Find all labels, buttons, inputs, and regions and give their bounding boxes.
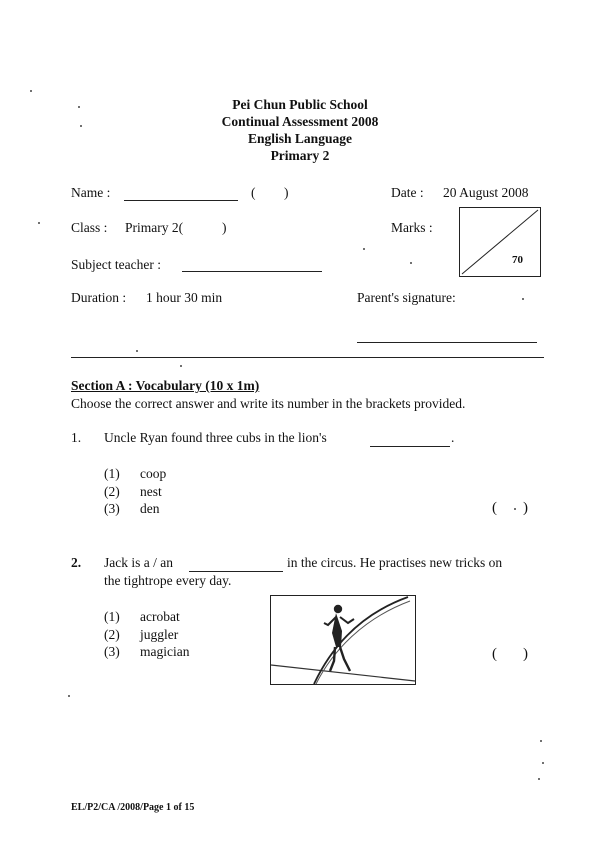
name-paren-close: ) bbox=[284, 185, 289, 200]
question-1-text: Uncle Ryan found three cubs in the lion's bbox=[104, 430, 327, 445]
option-label: nest bbox=[140, 483, 162, 499]
question-1-blank[interactable] bbox=[370, 446, 450, 447]
school-name: Pei Chun Public School bbox=[232, 97, 368, 112]
list-item[interactable] bbox=[104, 626, 189, 644]
scan-speck bbox=[180, 365, 182, 367]
option-number: (3) bbox=[104, 501, 120, 516]
marks-label: Marks : bbox=[391, 220, 433, 235]
question-1-period: . bbox=[451, 430, 455, 445]
option-number: (1) bbox=[104, 609, 120, 624]
name-paren-open: ( bbox=[251, 185, 256, 200]
question-1-answer-bracket[interactable] bbox=[492, 500, 528, 517]
class-label: Class : bbox=[71, 220, 108, 235]
option-label: juggler bbox=[140, 626, 179, 642]
question-1-options bbox=[104, 465, 166, 518]
name-field[interactable] bbox=[124, 200, 238, 201]
option-number: (2) bbox=[104, 483, 120, 499]
document-header bbox=[0, 96, 600, 164]
section-instruction: Choose the correct answer and write its number in the brackets provided. bbox=[71, 396, 466, 411]
scan-speck bbox=[68, 695, 70, 697]
answer-close: ) bbox=[523, 500, 528, 516]
option-label: den bbox=[140, 501, 160, 516]
question-2-text-start: Jack is a / an bbox=[104, 555, 173, 570]
option-number: (2) bbox=[104, 626, 120, 642]
question-2-answer-bracket[interactable] bbox=[492, 646, 528, 663]
scan-speck bbox=[363, 248, 365, 250]
scan-speck bbox=[80, 125, 82, 127]
list-item[interactable] bbox=[104, 643, 189, 661]
scan-speck bbox=[410, 262, 412, 264]
scan-speck bbox=[136, 350, 138, 352]
duration-label: Duration : bbox=[71, 290, 127, 305]
scan-speck bbox=[78, 106, 80, 108]
option-number: (3) bbox=[104, 644, 120, 659]
class-value: Primary 2( bbox=[125, 220, 184, 235]
scan-speck bbox=[538, 778, 540, 780]
header-divider bbox=[71, 357, 544, 358]
question-2-options bbox=[104, 608, 189, 661]
marks-total: 70 bbox=[512, 254, 523, 266]
question-2-text-line2: the tightrope every day. bbox=[104, 573, 232, 588]
date-value: 20 August 2008 bbox=[443, 185, 529, 200]
scan-speck bbox=[514, 508, 516, 510]
list-item[interactable] bbox=[104, 500, 166, 518]
date-label: Date : bbox=[391, 185, 424, 200]
name-label: Name : bbox=[71, 185, 111, 200]
question-2-text-end: in the circus. He practises new tricks on bbox=[287, 555, 503, 570]
question-2-blank[interactable] bbox=[189, 571, 283, 572]
option-label: acrobat bbox=[140, 609, 180, 624]
page-footer: EL/P2/CA /2008/Page 1 of 15 bbox=[71, 802, 195, 813]
answer-close: ) bbox=[523, 646, 528, 662]
scan-speck bbox=[540, 740, 542, 742]
class-paren-close: ) bbox=[222, 220, 227, 235]
level-title: Primary 2 bbox=[270, 148, 330, 163]
answer-open: ( bbox=[492, 646, 497, 662]
question-1-number: 1. bbox=[71, 430, 82, 445]
scan-speck bbox=[522, 298, 524, 300]
scan-speck bbox=[542, 762, 544, 764]
question-2-number: 2. bbox=[71, 555, 82, 570]
section-title: Section A : Vocabulary (10 x 1m) bbox=[71, 378, 260, 393]
subject-title: English Language bbox=[248, 131, 352, 146]
option-number: (1) bbox=[104, 466, 120, 481]
answer-open: ( bbox=[492, 500, 497, 516]
teacher-field[interactable] bbox=[182, 271, 322, 272]
parent-signature-field[interactable] bbox=[357, 342, 537, 343]
tightrope-walker-illustration bbox=[270, 595, 416, 685]
list-item[interactable] bbox=[104, 465, 166, 483]
marks-diagonal bbox=[460, 208, 540, 276]
list-item[interactable] bbox=[104, 608, 189, 626]
assessment-title: Continual Assessment 2008 bbox=[221, 114, 379, 129]
duration-value: 1 hour 30 min bbox=[146, 290, 223, 305]
option-label: magician bbox=[140, 644, 190, 659]
teacher-label: Subject teacher : bbox=[71, 257, 161, 272]
option-label: coop bbox=[140, 466, 167, 481]
scan-speck bbox=[38, 222, 40, 224]
parent-signature-label: Parent's signature: bbox=[357, 290, 456, 305]
marks-box bbox=[459, 207, 541, 277]
scan-speck bbox=[30, 90, 32, 92]
list-item[interactable] bbox=[104, 483, 166, 501]
